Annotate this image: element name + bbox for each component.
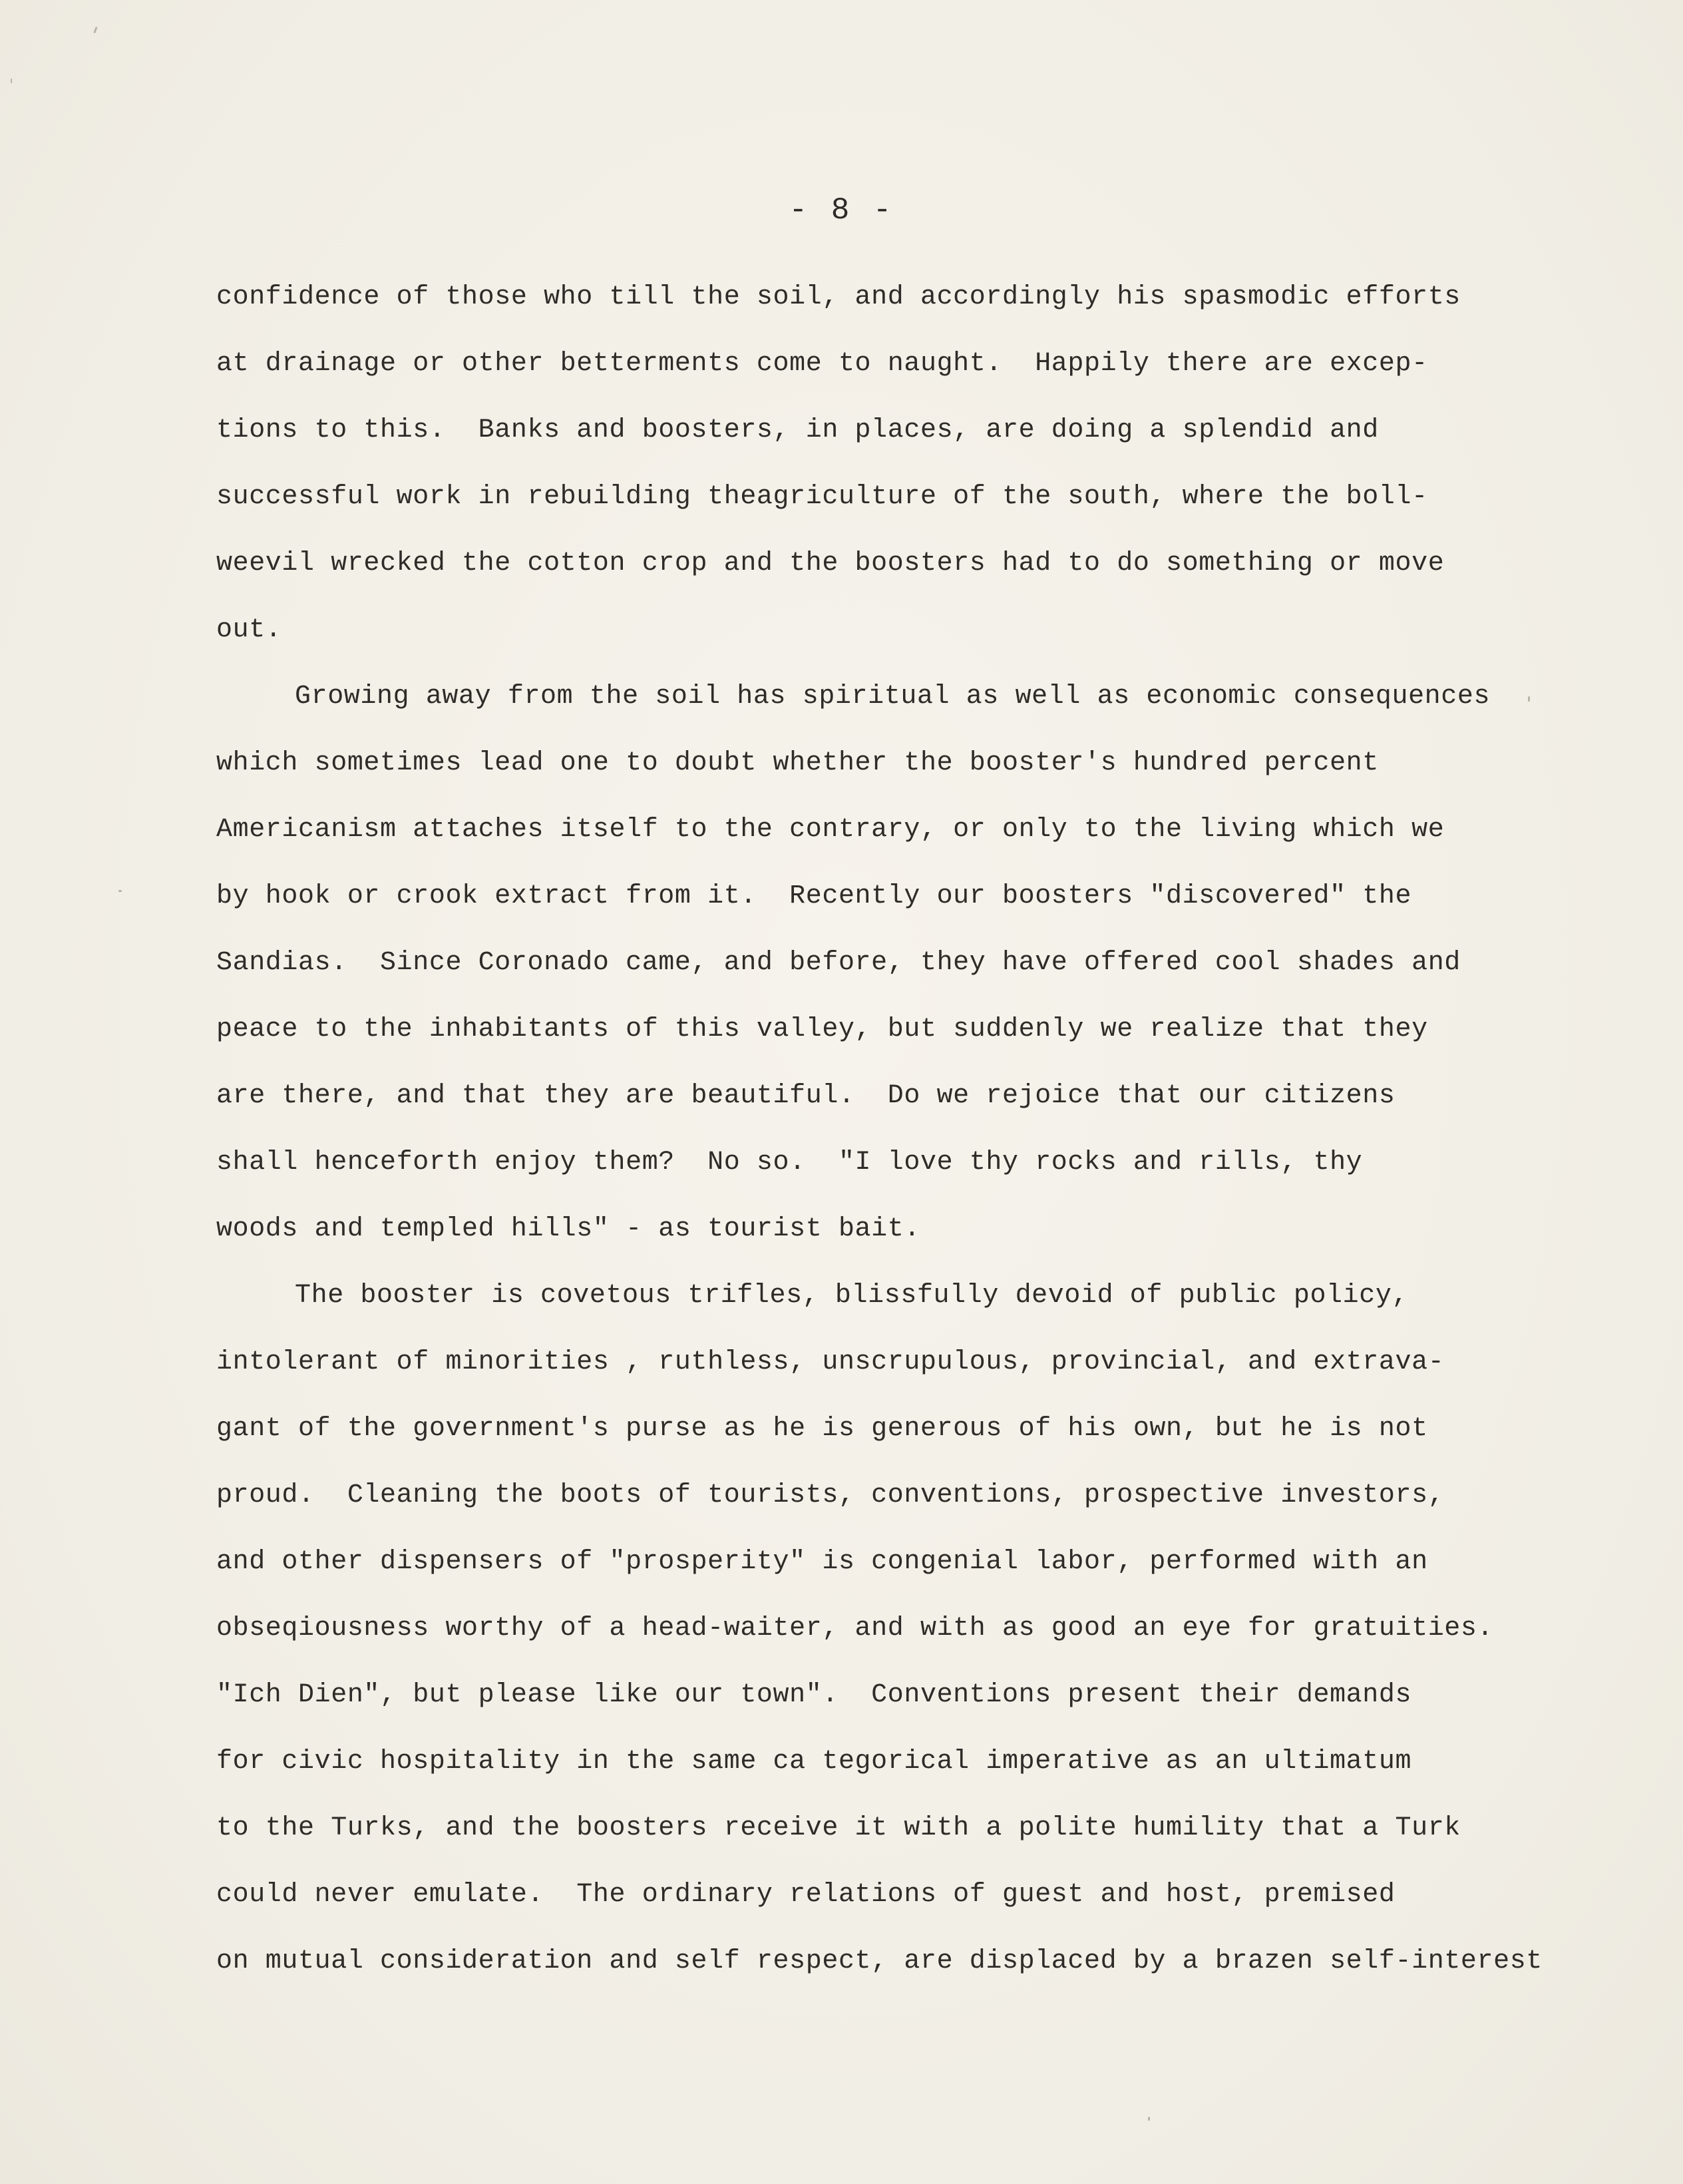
text-line: Sandias. Since Coronado came, and before, they have offered cool shades and xyxy=(216,948,1461,978)
text-line: at drainage or other betterments come to naught. Happily there are excep- xyxy=(216,349,1428,379)
paper-speck xyxy=(1148,2117,1150,2121)
text-line: "Ich Dien", but please like our town". Conventions present their demands xyxy=(216,1680,1412,1710)
text-line: and other dispensers of "prosperity" is congenial labor, performed with an xyxy=(216,1547,1428,1577)
paragraph-first-line: Growing away from the soil has spiritual as well as economic consequences xyxy=(295,682,1491,712)
text-line: woods and templed hills" - as tourist bait. xyxy=(216,1214,920,1244)
paragraph-first-line: The booster is covetous trifles, blissfully devoid of public policy, xyxy=(295,1281,1409,1311)
text-line: weevil wrecked the cotton crop and the boosters had to do something or move xyxy=(216,548,1445,578)
text-line: peace to the inhabitants of this valley, but suddenly we realize that they xyxy=(216,1014,1428,1044)
text-line: are there, and that they are beautiful. Do we rejoice that our citizens xyxy=(216,1081,1396,1111)
text-line: for civic hospitality in the same ca tegorical imperative as an ultimatum xyxy=(216,1747,1412,1777)
text-line: which sometimes lead one to doubt whether the booster's hundred percent xyxy=(216,748,1379,778)
text-line: on mutual consideration and self respect, are displaced by a brazen self-interest xyxy=(216,1946,1543,1976)
body-text xyxy=(216,264,1581,1995)
text-line: shall henceforth enjoy them? No so. "I love thy rocks and rills, thy xyxy=(216,1148,1363,1178)
text-line: gant of the government's purse as he is generous of his own, but he is not xyxy=(216,1414,1428,1444)
text-line: obseqiousness worthy of a head-waiter, and with as good an eye for gratuities. xyxy=(216,1614,1494,1643)
page-number: - 8 - xyxy=(789,193,894,228)
text-line: successful work in rebuilding theagriculture of the south, where the boll- xyxy=(216,482,1428,512)
text-line: out. xyxy=(216,615,282,645)
text-line: could never emulate. The ordinary relations of guest and host, premised xyxy=(216,1880,1396,1910)
text-line: confidence of those who till the soil, and accordingly his spasmodic efforts xyxy=(216,282,1461,312)
text-line: tions to this. Banks and boosters, in places, are doing a splendid and xyxy=(216,415,1379,445)
text-line: by hook or crook extract from it. Recently our boosters "discovered" the xyxy=(216,881,1412,911)
text-line: intolerant of minorities , ruthless, unscrupulous, provincial, and extrava- xyxy=(216,1347,1445,1377)
text-line: to the Turks, and the boosters receive it with a polite humility that a Turk xyxy=(216,1813,1461,1843)
text-line: Americanism attaches itself to the contrary, or only to the living which we xyxy=(216,815,1445,845)
paper-speck xyxy=(93,27,97,33)
paper-speck xyxy=(11,79,12,83)
text-line: proud. Cleaning the boots of tourists, conventions, prospective investors, xyxy=(216,1480,1445,1510)
paper-speck xyxy=(118,890,122,892)
paper-speck xyxy=(1528,696,1530,702)
